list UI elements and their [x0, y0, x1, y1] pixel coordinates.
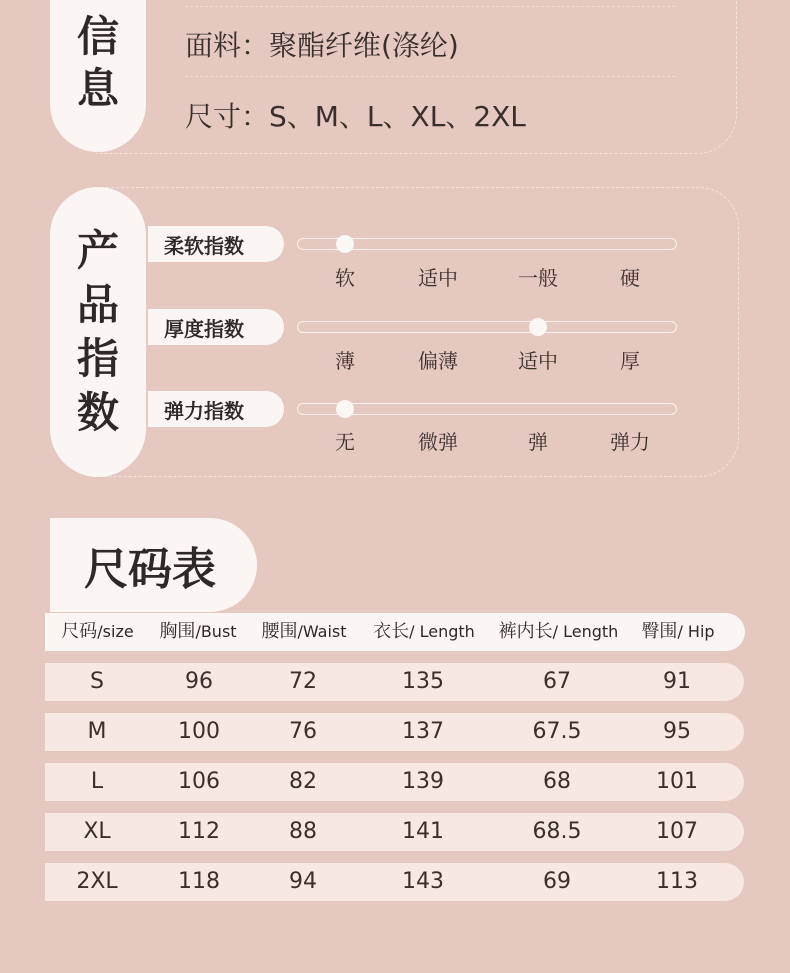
column-header-inseam [490, 613, 627, 651]
table-cell: 139 [402, 769, 444, 794]
tick-label: 弹力 [610, 430, 650, 454]
sizes-text: 尺寸：S、M、L、XL、2XL [185, 100, 526, 133]
column-header-en: / Hip [677, 622, 715, 641]
info-side-label [50, 0, 146, 152]
table-cell: 67 [543, 669, 571, 694]
table-cell: 68.5 [532, 819, 582, 844]
table-cell: 91 [663, 669, 691, 694]
index-side-char: 数 [76, 388, 119, 437]
table-cell: L [90, 769, 104, 794]
tick-label: 无 [335, 430, 355, 454]
info-side-char: 息 [76, 64, 119, 113]
info-side-char: 信 [76, 12, 119, 61]
tick-label: 弹 [528, 430, 548, 454]
column-header-en: /Bust [195, 622, 237, 641]
index-side-label [50, 187, 146, 477]
elasticity-index-track [297, 403, 677, 415]
column-header-cn: 腰围 [261, 621, 298, 642]
column-header-cn: 衣长 [373, 621, 410, 642]
tick-label: 适中 [518, 349, 558, 373]
table-cell: 96 [185, 669, 213, 694]
table-cell: XL [83, 819, 111, 844]
elasticity-index-label: 弹力指数 [148, 391, 284, 427]
table-cell: 135 [402, 669, 444, 694]
tick-label: 偏薄 [418, 349, 458, 373]
tick-label: 薄 [335, 349, 355, 373]
column-header-bust [148, 613, 248, 651]
tick-label: 适中 [418, 266, 458, 290]
size-chart-title: 尺码表 [50, 518, 257, 612]
tick-label: 厚 [620, 349, 640, 373]
table-cell: 68 [543, 769, 571, 794]
table-cell: 101 [656, 769, 698, 794]
thickness-index-marker [529, 318, 547, 336]
column-header-en: /size [97, 622, 134, 641]
table-cell: 2XL [76, 869, 118, 894]
table-cell: 106 [178, 769, 220, 794]
table-cell: 107 [656, 819, 698, 844]
table-cell: S [90, 669, 104, 694]
divider [185, 76, 675, 77]
table-cell: 82 [289, 769, 317, 794]
table-cell: 72 [289, 669, 317, 694]
index-side-char: 品 [76, 280, 119, 329]
table-cell: 69 [543, 869, 571, 894]
thickness-index-track [297, 321, 677, 333]
table-cell: 76 [289, 719, 317, 744]
table-cell: 112 [178, 819, 220, 844]
table-cell: 137 [402, 719, 444, 744]
table-cell: 94 [289, 869, 317, 894]
column-header-en: / Length [552, 622, 619, 641]
index-side-char: 产 [76, 226, 119, 275]
elasticity-index-marker [336, 400, 354, 418]
softness-index-label: 柔软指数 [148, 226, 284, 262]
tick-label: 软 [335, 266, 355, 290]
column-header-waist [252, 613, 356, 651]
tick-label: 微弹 [418, 430, 458, 454]
table-cell: 113 [656, 869, 698, 894]
column-header-size [50, 613, 145, 651]
table-cell: M [87, 719, 107, 744]
column-header-cn: 臀围 [641, 621, 678, 642]
column-header-en: / Length [409, 622, 475, 641]
column-header-hip [632, 613, 724, 651]
divider [185, 6, 675, 7]
softness-index-track [297, 238, 677, 250]
table-cell: 143 [402, 869, 444, 894]
index-side-char: 指 [76, 334, 119, 383]
tick-label: 一般 [518, 266, 558, 290]
table-cell: 67.5 [532, 719, 582, 744]
table-cell: 118 [178, 869, 220, 894]
table-cell: 141 [402, 819, 444, 844]
thickness-index-label: 厚度指数 [148, 309, 284, 345]
column-header-top-length [362, 613, 486, 651]
column-header-cn: 胸围 [159, 621, 196, 642]
fabric-text: 面料：聚酯纤维(涤纶) [185, 29, 459, 62]
table-cell: 100 [178, 719, 220, 744]
table-cell: 88 [289, 819, 317, 844]
column-header-en: /Waist [297, 622, 347, 641]
softness-index-marker [336, 235, 354, 253]
tick-label: 硬 [620, 266, 640, 290]
table-cell: 95 [663, 719, 691, 744]
column-header-cn: 裤内长 [498, 621, 553, 642]
column-header-cn: 尺码 [61, 621, 98, 642]
